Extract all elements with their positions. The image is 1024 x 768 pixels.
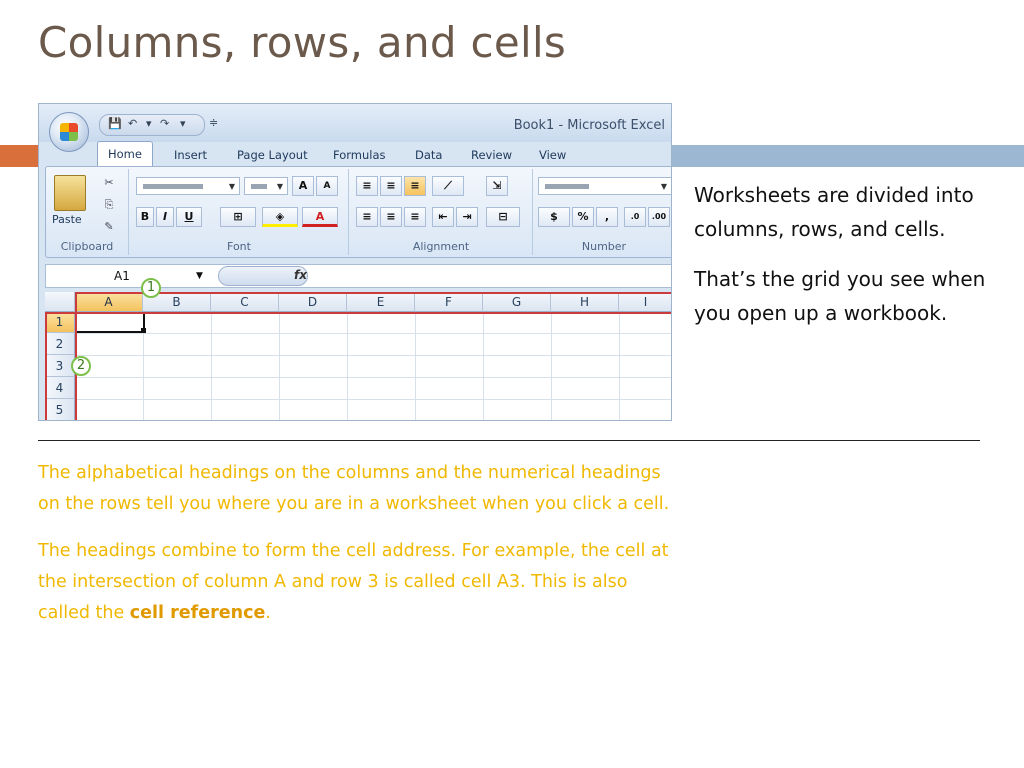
- alignment-label: Alignment: [412, 240, 470, 253]
- font-name-combo[interactable]: ▼: [136, 177, 240, 195]
- name-box[interactable]: [46, 265, 214, 287]
- wrap-text-button[interactable]: ⇲: [486, 176, 508, 196]
- accent-band-orange: [0, 145, 38, 167]
- align-middle-button[interactable]: ≡: [380, 176, 402, 196]
- font-color-button[interactable]: A: [302, 207, 338, 227]
- row-header-1[interactable]: 1: [45, 312, 75, 333]
- ribbon: [45, 166, 672, 258]
- office-logo-icon: [60, 123, 78, 141]
- save-icon[interactable]: 💾: [108, 117, 122, 130]
- decrease-decimal-button[interactable]: .00: [648, 207, 670, 227]
- grid-line: [75, 333, 672, 334]
- paste-button[interactable]: Paste: [52, 213, 82, 226]
- tab-home[interactable]: Home: [97, 141, 153, 167]
- redo-dropdown-icon[interactable]: ▾: [180, 117, 186, 130]
- callout-2: 2: [71, 356, 91, 376]
- column-header-e[interactable]: E: [347, 292, 415, 312]
- body-paragraph-2-end: .: [265, 603, 271, 623]
- align-left-button[interactable]: ≡: [356, 207, 378, 227]
- body-paragraph-1: The alphabetical headings on the columns and the numerical headings on the rows tell you where you are in a worksheet when you click a cell.: [38, 463, 670, 514]
- comma-button[interactable]: ,: [596, 207, 618, 227]
- body-paragraph-2-start: The headings combine to form the cell address. For example, the cell at the intersection of column A and row 3 is called cell A3. This is also called the: [38, 541, 669, 623]
- clipboard-label: Clipboard: [60, 240, 114, 253]
- side-paragraph-1: Worksheets are divided into columns, rows, and cells.: [694, 183, 974, 241]
- grid-line: [75, 377, 672, 378]
- accent-band-blue: [672, 145, 1024, 167]
- tab-view[interactable]: View: [539, 148, 567, 162]
- grid-line: [619, 312, 620, 421]
- grid-line: [211, 312, 212, 421]
- fill-handle[interactable]: [141, 328, 146, 333]
- body-paragraph-2: [38, 536, 678, 629]
- alignment-group: [350, 169, 533, 255]
- column-header-g[interactable]: G: [483, 292, 551, 312]
- column-header-b[interactable]: B: [143, 292, 211, 312]
- borders-button[interactable]: ⊞: [220, 207, 256, 227]
- formula-bar: [45, 264, 672, 288]
- column-header-a[interactable]: A: [75, 292, 143, 312]
- copy-icon[interactable]: ⎘: [104, 198, 114, 211]
- bold-button[interactable]: B: [136, 207, 154, 227]
- orientation-button[interactable]: ⟋: [432, 176, 464, 196]
- select-all-corner[interactable]: [45, 292, 75, 312]
- merge-center-button[interactable]: ⊟: [486, 207, 520, 227]
- window-title: Book1 - Microsoft Excel: [513, 118, 665, 133]
- column-header-c[interactable]: C: [211, 292, 279, 312]
- percent-button[interactable]: %: [572, 207, 594, 227]
- callout-1: 1: [141, 278, 161, 298]
- excel-screenshot: [38, 103, 672, 421]
- align-bottom-button[interactable]: ≡: [404, 176, 426, 196]
- cut-icon[interactable]: ✂: [104, 176, 114, 189]
- divider-rule: [38, 440, 980, 441]
- slide-title: Columns, rows, and cells: [38, 18, 567, 67]
- number-group: [534, 169, 672, 255]
- format-painter-icon[interactable]: ✎: [104, 220, 114, 233]
- underline-button[interactable]: U: [176, 207, 202, 227]
- side-paragraph-2: That’s the grid you see when you open up a workbook.: [694, 267, 986, 325]
- shrink-font-button[interactable]: A: [316, 176, 338, 196]
- row-header-4[interactable]: 4: [45, 377, 75, 399]
- font-group: [130, 169, 349, 255]
- align-top-button[interactable]: ≡: [356, 176, 378, 196]
- tab-data[interactable]: Data: [415, 148, 443, 162]
- grid-line: [483, 312, 484, 421]
- grow-font-button[interactable]: A: [292, 176, 314, 196]
- customize-qat-icon[interactable]: ≑: [209, 116, 219, 129]
- name-box-value: A1: [114, 269, 130, 283]
- row-header-3[interactable]: 3: [45, 355, 75, 377]
- font-size-combo[interactable]: ▼: [244, 177, 288, 195]
- insert-function-button[interactable]: fx: [294, 268, 307, 282]
- tab-formulas[interactable]: Formulas: [333, 148, 386, 162]
- side-text: [694, 178, 994, 346]
- font-label: Font: [227, 240, 251, 253]
- number-label: Number: [581, 240, 627, 253]
- tab-page-layout[interactable]: Page Layout: [237, 148, 308, 162]
- grid-line: [279, 312, 280, 421]
- grid-line: [75, 399, 672, 400]
- align-center-button[interactable]: ≡: [380, 207, 402, 227]
- grid-line: [551, 312, 552, 421]
- align-right-button[interactable]: ≡: [404, 207, 426, 227]
- active-cell-a1[interactable]: [77, 313, 143, 333]
- tab-insert[interactable]: Insert: [174, 148, 207, 162]
- column-header-h[interactable]: H: [551, 292, 619, 312]
- column-headings-highlight: [75, 292, 672, 314]
- italic-button[interactable]: I: [156, 207, 174, 227]
- increase-decimal-button[interactable]: .0: [624, 207, 646, 227]
- cell-reference-term: cell reference: [129, 603, 266, 623]
- paste-icon[interactable]: [54, 175, 86, 211]
- number-format-combo[interactable]: ▼: [538, 177, 672, 195]
- clipboard-group: [46, 169, 129, 255]
- undo-dropdown-icon[interactable]: ▾: [146, 117, 152, 130]
- column-header-f[interactable]: F: [415, 292, 483, 312]
- grid-line: [75, 355, 672, 356]
- fill-color-button[interactable]: ◈: [262, 207, 298, 227]
- increase-indent-button[interactable]: ⇥: [456, 207, 478, 227]
- body-text: [38, 458, 678, 645]
- tab-review[interactable]: Review: [471, 148, 513, 162]
- decrease-indent-button[interactable]: ⇤: [432, 207, 454, 227]
- currency-button[interactable]: $: [538, 207, 570, 227]
- row-header-5[interactable]: 5: [45, 399, 75, 421]
- column-header-i[interactable]: I: [619, 292, 672, 312]
- worksheet-grid[interactable]: [45, 292, 672, 421]
- column-header-d[interactable]: D: [279, 292, 347, 312]
- office-button[interactable]: [49, 112, 89, 152]
- undo-icon[interactable]: ↶: [128, 117, 138, 130]
- grid-line: [415, 312, 416, 421]
- redo-icon[interactable]: ↷: [160, 117, 170, 130]
- row-header-2[interactable]: 2: [45, 333, 75, 355]
- grid-line: [347, 312, 348, 421]
- quick-access-toolbar[interactable]: [99, 114, 205, 136]
- name-box-dropdown-icon[interactable]: ▼: [196, 271, 203, 281]
